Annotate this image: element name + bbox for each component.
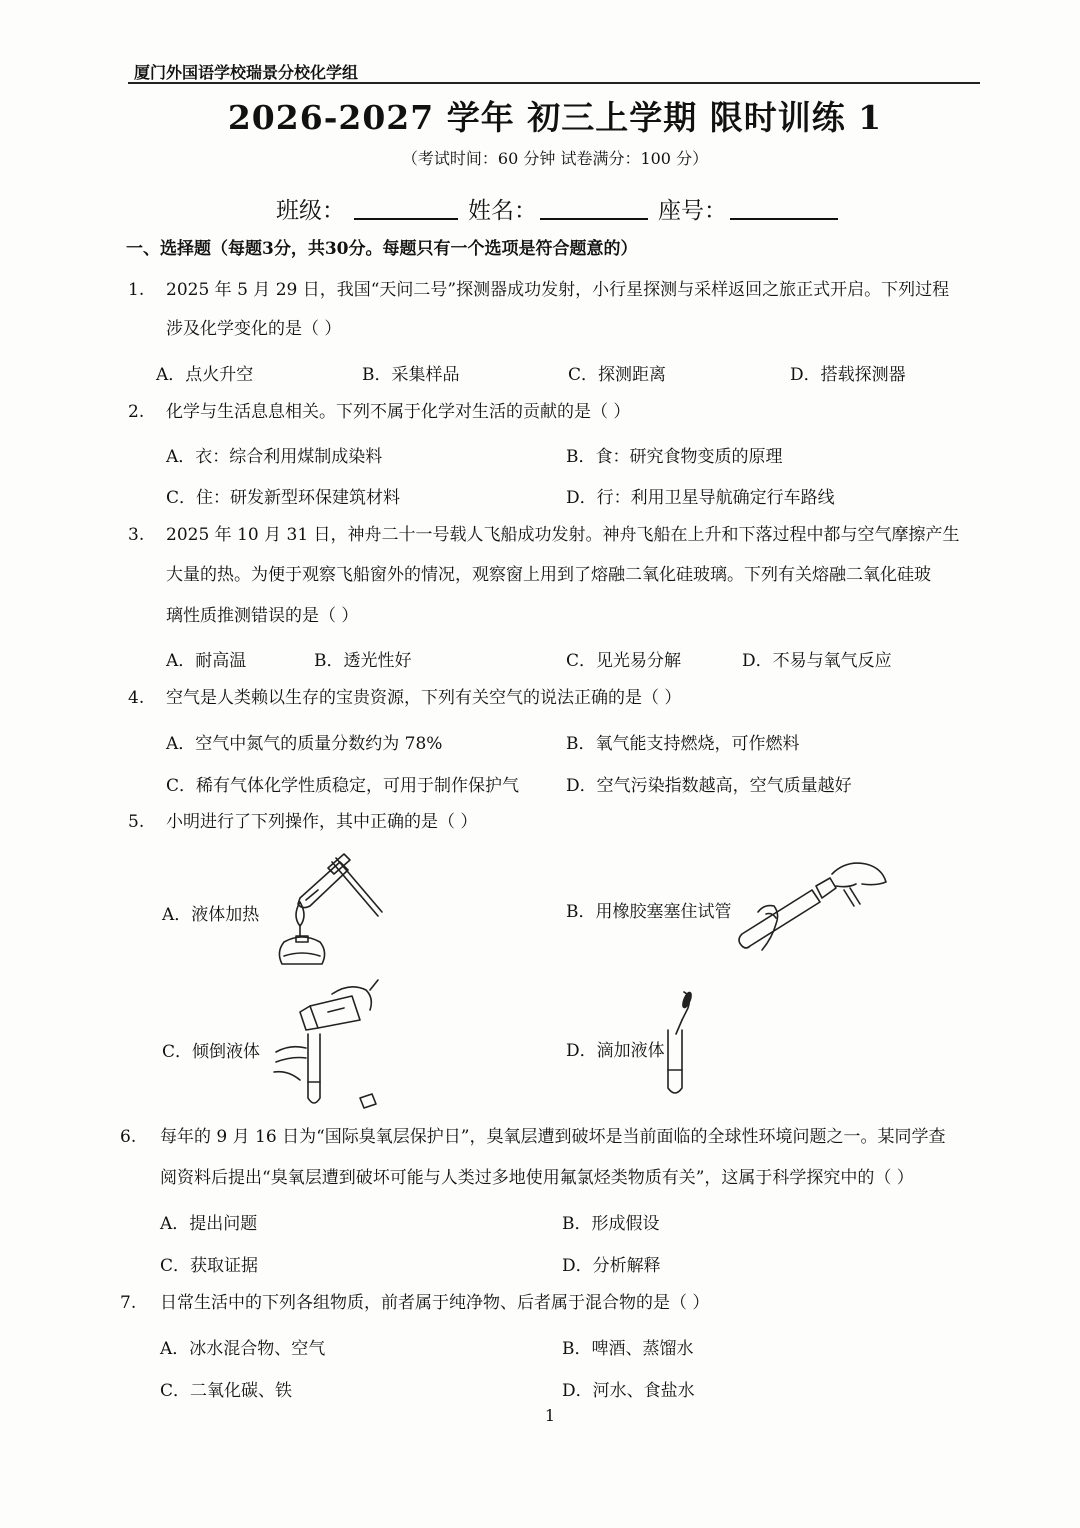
- option-b[interactable]: B．啤酒、蒸馏水: [562, 1339, 694, 1359]
- section-title: 一、选择题（每题3分，共30分。每题只有一个选项是符合题意的）: [126, 239, 638, 259]
- question-number: 6.: [120, 1127, 137, 1147]
- heating-liquid-figure: [270, 848, 390, 972]
- option-c[interactable]: C．获取证据: [160, 1256, 259, 1276]
- option-d[interactable]: D．河水、食盐水: [562, 1381, 695, 1401]
- option-b[interactable]: B．食：研究食物变质的原理: [566, 447, 783, 467]
- page-number: 1: [544, 1406, 556, 1425]
- seat-field[interactable]: [730, 218, 838, 220]
- option-d[interactable]: D．分析解释: [562, 1256, 661, 1276]
- question-number: 4.: [128, 688, 145, 708]
- option-c[interactable]: C．稀有气体化学性质稳定，可用于制作保护气: [166, 776, 520, 796]
- option-d[interactable]: D．行：利用卫星导航确定行车路线: [566, 488, 835, 508]
- option-a[interactable]: A．冰水混合物、空气: [160, 1339, 326, 1359]
- option-c[interactable]: C．见光易分解: [566, 651, 682, 671]
- option-d[interactable]: D．滴加液体: [566, 1041, 665, 1061]
- option-b[interactable]: B．采集样品: [362, 365, 460, 385]
- name-field[interactable]: [540, 218, 648, 220]
- rubber-stopper-figure: [736, 854, 892, 954]
- question-text: 2025 年 5 月 29 日，我国“天问二号”探测器成功发射，小行星探测与采样返回之旅正式开启。下列过程: [166, 280, 950, 300]
- question-text: 小明进行了下列操作，其中正确的是（ ）: [166, 812, 478, 832]
- question-text: 空气是人类赖以生存的宝贵资源，下列有关空气的说法正确的是（ ）: [166, 688, 682, 708]
- pouring-liquid-figure: [270, 986, 386, 1114]
- question-text: 2025 年 10 月 31 日，神舟二十一号载人飞船成功发射。神舟飞船在上升和下落过程中都与空气摩擦产生: [166, 525, 960, 545]
- option-c[interactable]: C．住：研发新型环保建筑材料: [166, 488, 401, 508]
- class-label: 班级：: [276, 198, 345, 224]
- question-number: 5.: [128, 812, 145, 832]
- question-text: 化学与生活息息相关。下列不属于化学对生活的贡献的是（ ）: [166, 402, 631, 422]
- name-label: 姓名：: [468, 198, 537, 224]
- option-c[interactable]: C．倾倒液体: [162, 1042, 261, 1062]
- question-text: 大量的热。为便于观察飞船窗外的情况，观察窗上用到了熔融二氧化硅玻璃。下列有关熔融二氧化硅玻: [166, 565, 931, 585]
- question-text: 阅资料后提出“臭氧层遭到破坏可能与人类过多地使用氟氯烃类物质有关”，这属于科学探究中的（ ）: [160, 1168, 914, 1188]
- header-rule: [128, 82, 980, 84]
- option-d[interactable]: D．空气污染指数越高，空气质量越好: [566, 776, 852, 796]
- question-number: 7.: [120, 1293, 137, 1313]
- option-c[interactable]: C．探测距离: [568, 365, 667, 385]
- option-a[interactable]: A．液体加热: [162, 905, 260, 925]
- seat-label: 座号：: [658, 198, 727, 224]
- question-number: 2.: [128, 402, 145, 422]
- question-text: 日常生活中的下列各组物质，前者属于纯净物、后者属于混合物的是（ ）: [160, 1293, 710, 1313]
- option-b[interactable]: B．形成假设: [562, 1214, 660, 1234]
- class-field[interactable]: [354, 218, 458, 220]
- page-title: 2026-2027 学年 初三上学期 限时训练 1: [227, 98, 883, 137]
- option-b[interactable]: B．用橡胶塞塞住试管: [566, 902, 732, 922]
- option-b[interactable]: B．氧气能支持燃烧，可作燃料: [566, 734, 800, 754]
- question-number: 1.: [128, 280, 145, 300]
- option-a[interactable]: A．提出问题: [160, 1214, 258, 1234]
- school-name: 厦门外国语学校瑞景分校化学组: [134, 63, 359, 82]
- question-text: 每年的 9 月 16 日为“国际臭氧层保护日”，臭氧层遭到破坏是当前面临的全球性环境问题之一。某同学查: [160, 1127, 946, 1147]
- option-a[interactable]: A．耐高温: [166, 651, 247, 671]
- question-text: 璃性质推测错误的是（ ）: [166, 606, 359, 626]
- option-b[interactable]: B．透光性好: [314, 651, 412, 671]
- option-a[interactable]: A．空气中氮气的质量分数约为 78%: [166, 734, 443, 754]
- question-number: 3.: [128, 525, 145, 545]
- option-d[interactable]: D．不易与氧气反应: [742, 651, 892, 671]
- option-a[interactable]: A．衣：综合利用煤制成染料: [166, 447, 383, 467]
- option-a[interactable]: A．点火升空: [156, 365, 254, 385]
- question-text: 涉及化学变化的是（ ）: [166, 319, 342, 339]
- option-c[interactable]: C．二氧化碳、铁: [160, 1381, 293, 1401]
- option-d[interactable]: D．搭载探测器: [790, 365, 906, 385]
- dropping-liquid-figure: [664, 990, 700, 1098]
- exam-info: （考试时间：60 分钟 试卷满分：100 分）: [401, 149, 709, 168]
